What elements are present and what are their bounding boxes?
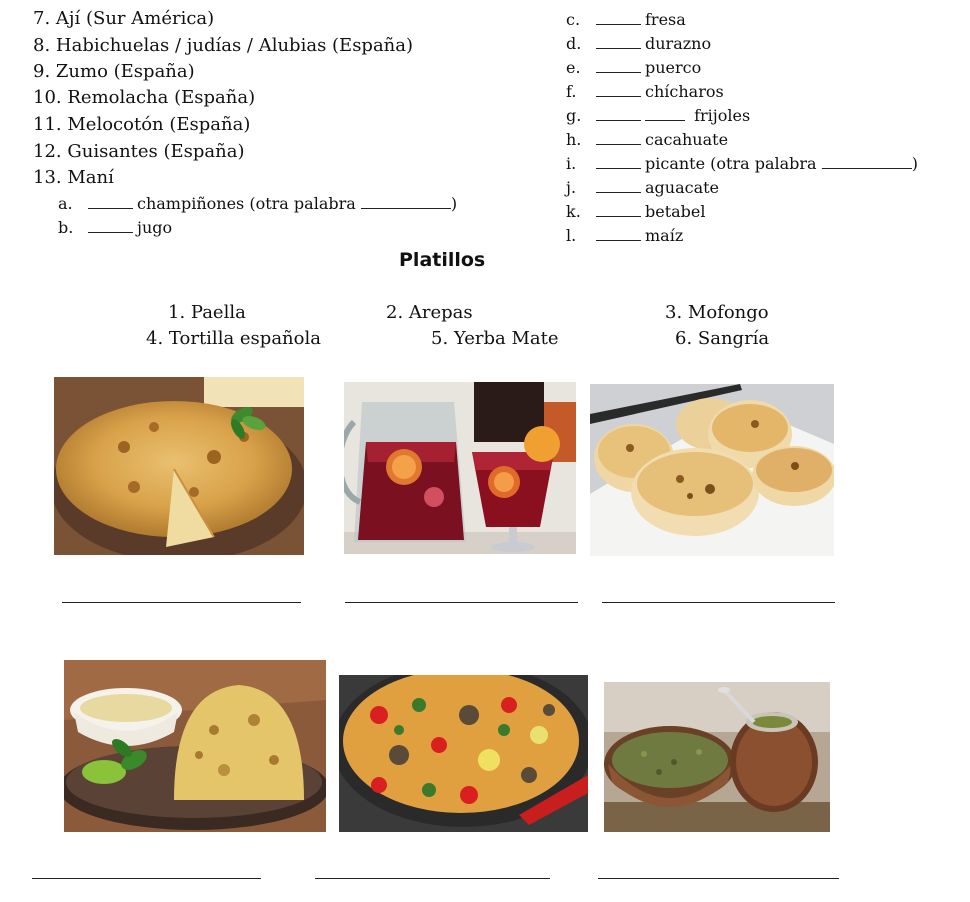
answer-blank[interactable]: [596, 156, 641, 169]
match-item-i: i. picante (otra palabra ): [566, 154, 918, 173]
vocab-item-10: 10. Remolacha (España): [33, 87, 256, 108]
match-item-g: g. frijoles: [566, 106, 751, 125]
vocab-item-11: 11. Melocotón (España): [33, 114, 251, 135]
answer-line-photo-2[interactable]: [345, 602, 578, 603]
paella-photo: [339, 675, 588, 832]
answer-blank[interactable]: [596, 180, 641, 193]
answer-blank[interactable]: [596, 132, 641, 145]
mofongo-photo: [64, 660, 326, 832]
match-item-l: l. maíz: [566, 226, 684, 245]
match-item-k: k. betabel: [566, 202, 706, 221]
answer-blank[interactable]: [822, 156, 912, 169]
match-item-d: d. durazno: [566, 34, 712, 53]
match-item-a: a. champiñones (otra palabra ): [58, 194, 458, 213]
paella-pan-icon: [339, 675, 588, 832]
dish-arepas: 2. Arepas: [386, 302, 473, 323]
tortilla-omelette-icon: [54, 377, 304, 555]
answer-blank[interactable]: [596, 12, 641, 25]
answer-line-photo-4[interactable]: [32, 878, 261, 879]
answer-blank[interactable]: [88, 196, 133, 209]
answer-blank[interactable]: [645, 108, 685, 121]
vocab-item-12: 12. Guisantes (España): [33, 141, 245, 162]
answer-blank[interactable]: [596, 228, 641, 241]
answer-line-photo-3[interactable]: [602, 602, 835, 603]
vocab-item-7: 7. Ají (Sur América): [33, 8, 215, 29]
arepas-photo: [590, 384, 834, 556]
answer-blank[interactable]: [596, 36, 641, 49]
match-item-e: e. puerco: [566, 58, 702, 77]
answer-blank[interactable]: [88, 220, 133, 233]
answer-line-photo-1[interactable]: [62, 602, 301, 603]
dish-paella: 1. Paella: [168, 302, 246, 323]
mate-gourd-icon: [604, 682, 830, 832]
dish-tortilla-espanola: 4. Tortilla española: [146, 328, 321, 349]
section-title: Platillos: [399, 249, 486, 271]
match-item-h: h. cacahuate: [566, 130, 729, 149]
match-item-j: j. aguacate: [566, 178, 720, 197]
answer-blank[interactable]: [596, 108, 641, 121]
vocab-item-8: 8. Habichuelas / judías / Alubias (España): [33, 35, 414, 56]
match-item-c: c. fresa: [566, 10, 686, 29]
answer-blank[interactable]: [596, 84, 641, 97]
mofongo-icon: [64, 660, 326, 832]
dish-mofongo: 3. Mofongo: [665, 302, 769, 323]
arepa-icon: [590, 384, 834, 556]
answer-blank[interactable]: [596, 60, 641, 73]
vocab-item-13: 13. Maní: [33, 167, 114, 188]
answer-line-photo-6[interactable]: [598, 878, 839, 879]
answer-blank[interactable]: [361, 196, 451, 209]
sangria-photo: [344, 382, 576, 554]
dish-yerba-mate: 5. Yerba Mate: [431, 328, 559, 349]
match-item-f: f. chícharos: [566, 82, 724, 101]
match-item-b: b. jugo: [58, 218, 173, 237]
answer-blank[interactable]: [596, 204, 641, 217]
answer-line-photo-5[interactable]: [315, 878, 550, 879]
yerba-mate-photo: [604, 682, 830, 832]
sangria-pitcher-icon: [344, 382, 576, 554]
vocab-item-9: 9. Zumo (España): [33, 61, 195, 82]
tortilla-espanola-photo: [54, 377, 304, 555]
dish-sangria: 6. Sangría: [675, 328, 770, 349]
